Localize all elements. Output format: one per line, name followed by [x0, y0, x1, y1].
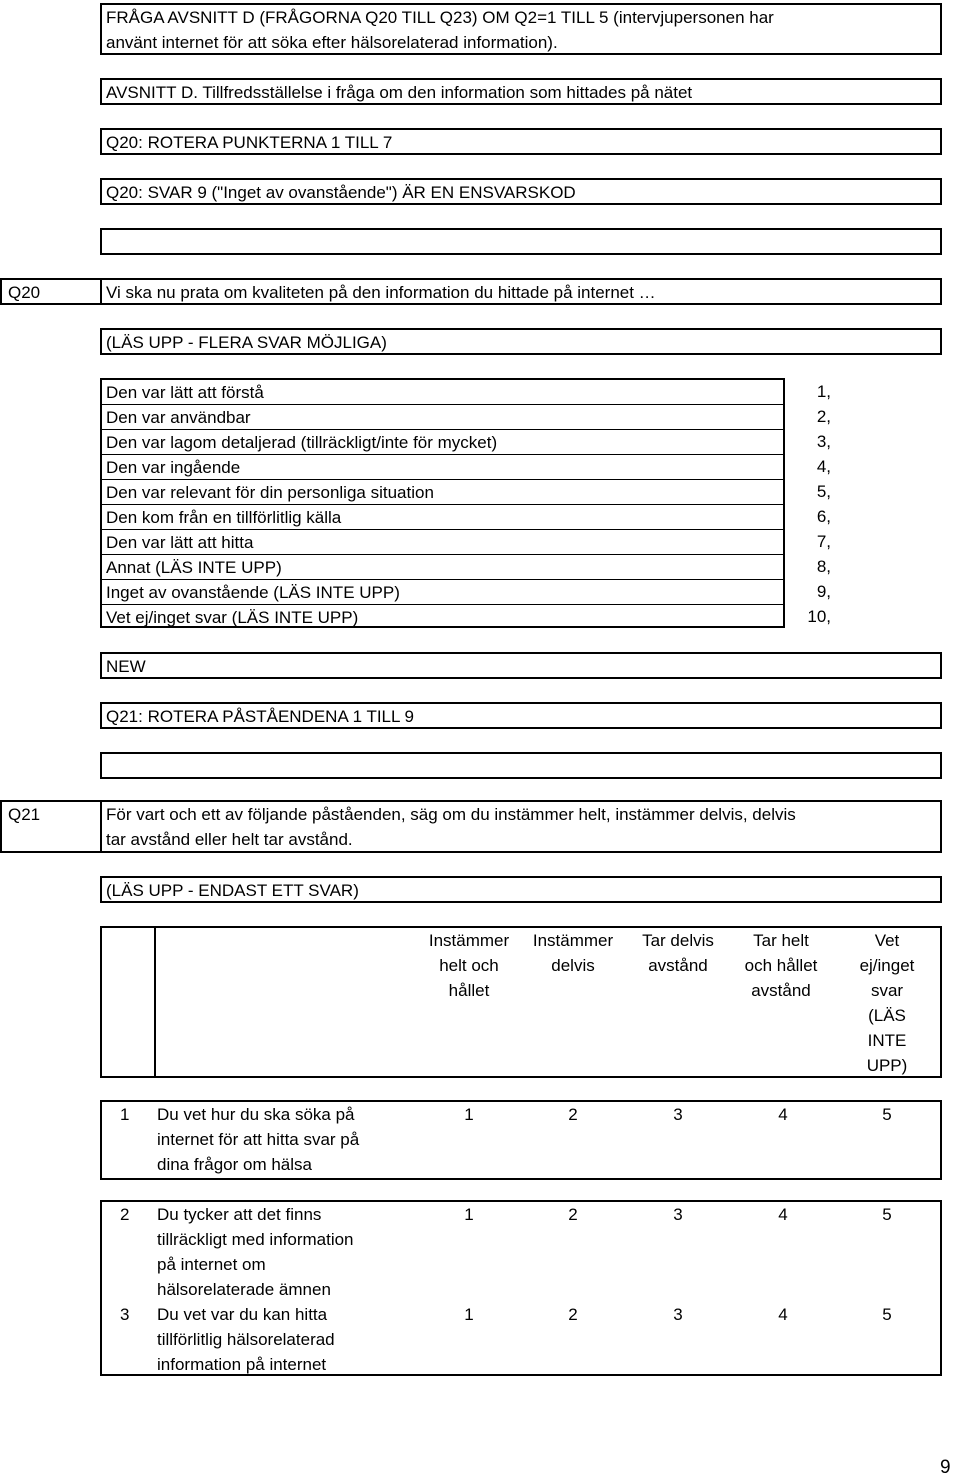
option-label: Den var relevant för din personliga situation — [106, 483, 434, 502]
option-label: Annat (LÄS INTE UPP) — [106, 558, 282, 577]
statement-text: Du vet var du kan hitta tillförlitlig hälsorelaterad information på internet — [157, 1305, 335, 1374]
section-filter-note — [100, 3, 942, 55]
option-code: 7, — [816, 532, 831, 551]
statement-number: 3 — [120, 1305, 130, 1324]
scale-value[interactable]: 5 — [882, 1105, 892, 1124]
section-title: AVSNITT D. Tillfredsställelse i fråga om den information som hittades på nätet — [100, 78, 942, 105]
q21-instruction: (LÄS UPP - ENDAST ETT SVAR) — [100, 876, 942, 903]
scale-value[interactable]: 5 — [882, 1305, 892, 1324]
option-label: Vet ej/inget svar (LÄS INTE UPP) — [106, 608, 359, 627]
q21-number: Q21 — [0, 800, 100, 853]
scale-header-cell — [100, 926, 156, 1078]
option-row — [102, 505, 783, 530]
q20-number: Q20 — [0, 278, 100, 305]
section-filter-note-line1: FRÅGA AVSNITT D (FRÅGORNA Q20 TILL Q23) OM Q2=1 TILL 5 (intervjupersonen har — [106, 8, 774, 27]
scale-value[interactable]: 3 — [673, 1205, 683, 1224]
option-code: 5, — [816, 482, 831, 501]
q21-question-text — [100, 800, 942, 853]
scale-value[interactable]: 1 — [464, 1305, 474, 1324]
q21-rotate-instruction: Q21: ROTERA PÅSTÅENDENA 1 TILL 9 — [100, 702, 942, 729]
q20-single-code-instruction: Q20: SVAR 9 ("Inget av ovanstående") ÄR EN ENSVARSKOD — [100, 178, 942, 205]
scale-header-disagree-partly: Tar delvis avstånd — [642, 931, 714, 975]
empty-instruction-box — [100, 228, 942, 255]
q21-question-line2: tar avstånd eller helt tar avstånd. — [106, 830, 353, 849]
scale-value[interactable]: 1 — [464, 1105, 474, 1124]
option-code: 1, — [816, 382, 831, 401]
option-code: 4, — [816, 457, 831, 476]
q20-question-text: Vi ska nu prata om kvaliteten på den information du hittade på internet … — [100, 278, 942, 305]
option-row — [102, 405, 783, 430]
scale-header-disagree-fully: Tar helt och hållet avstånd — [744, 931, 818, 1000]
option-row — [102, 555, 783, 580]
scale-value[interactable]: 4 — [778, 1205, 788, 1224]
scale-header-dont-know: Vet ej/inget svar (LÄS INTE UPP) — [859, 931, 915, 1075]
new-label: NEW — [100, 652, 942, 679]
option-code: 8, — [816, 557, 831, 576]
empty-instruction-box — [100, 752, 942, 779]
scale-value[interactable]: 2 — [568, 1105, 578, 1124]
option-row — [102, 455, 783, 480]
option-code: 6, — [816, 507, 831, 526]
option-code: 10, — [807, 607, 831, 626]
option-code: 9, — [816, 582, 831, 601]
option-row — [102, 380, 783, 405]
option-label: Den kom från en tillförlitlig källa — [106, 508, 342, 527]
statement-text: Du vet hur du ska söka på internet för att hitta svar på dina frågor om hälsa — [157, 1105, 360, 1174]
scale-value[interactable]: 3 — [673, 1305, 683, 1324]
option-label: Den var lätt att hitta — [106, 533, 254, 552]
scale-value[interactable]: 5 — [882, 1205, 892, 1224]
scale-header-agree-fully: Instämmer helt och hållet — [428, 931, 510, 1000]
scale-value[interactable]: 2 — [568, 1205, 578, 1224]
q20-rotate-instruction: Q20: ROTERA PUNKTERNA 1 TILL 7 — [100, 128, 942, 155]
scale-value[interactable]: 4 — [778, 1305, 788, 1324]
option-label: Inget av ovanstående (LÄS INTE UPP) — [106, 583, 400, 602]
scale-value[interactable]: 1 — [464, 1205, 474, 1224]
option-code: 3, — [816, 432, 831, 451]
option-label: Den var lätt att förstå — [106, 383, 264, 402]
scale-header-agree-partly: Instämmer delvis — [532, 931, 614, 975]
statement-number: 2 — [120, 1205, 130, 1224]
option-row — [102, 480, 783, 505]
page-number: 9 — [940, 1457, 951, 1478]
scale-value[interactable]: 3 — [673, 1105, 683, 1124]
q20-options-list — [100, 378, 785, 628]
scale-value[interactable]: 4 — [778, 1105, 788, 1124]
option-row — [102, 530, 783, 555]
option-row — [102, 580, 783, 605]
scale-value[interactable]: 2 — [568, 1305, 578, 1324]
option-row — [102, 605, 783, 630]
option-row — [102, 430, 783, 455]
q20-instruction: (LÄS UPP - FLERA SVAR MÖJLIGA) — [100, 328, 942, 355]
option-label: Den var lagom detaljerad (tillräckligt/inte för mycket) — [106, 433, 498, 452]
option-label: Den var användbar — [106, 408, 251, 427]
q21-question-line1: För vart och ett av följande påståenden, säg om du instämmer helt, instämmer delvis, delvis — [106, 805, 796, 824]
option-code: 2, — [816, 407, 831, 426]
statement-text: Du tycker att det finns tillräckligt med information på internet om hälsorelaterade ämnen — [157, 1205, 354, 1299]
option-label: Den var ingående — [106, 458, 241, 477]
section-filter-note-line2: använt internet för att söka efter hälsorelaterad information). — [106, 33, 558, 52]
statement-number: 1 — [120, 1105, 130, 1124]
